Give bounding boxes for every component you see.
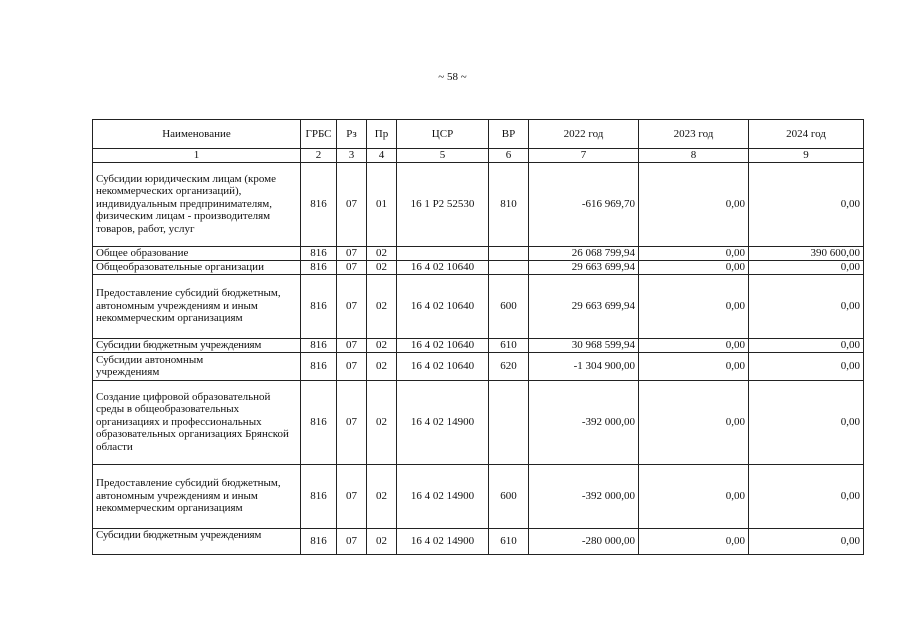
row-grbs: 816 bbox=[301, 260, 337, 274]
header-grbs: ГРБС bbox=[301, 120, 337, 149]
row-vr: 620 bbox=[489, 352, 529, 380]
page-number: ~ 58 ~ bbox=[438, 71, 467, 83]
table-row bbox=[93, 274, 864, 338]
row-2024: 0,00 bbox=[749, 352, 864, 380]
row-vr: 600 bbox=[489, 274, 529, 338]
row-2023: 0,00 bbox=[639, 464, 749, 528]
row-grbs: 816 bbox=[301, 352, 337, 380]
row-pr: 02 bbox=[367, 338, 397, 352]
header-rz: Рз bbox=[337, 120, 367, 149]
row-2022: 30 968 599,94 bbox=[529, 338, 639, 352]
col-number: 3 bbox=[337, 149, 367, 163]
row-grbs: 816 bbox=[301, 380, 337, 464]
table-row bbox=[93, 380, 864, 464]
row-name: Субсидии бюджетным учреждениям bbox=[93, 338, 301, 352]
row-csr: 16 1 P2 52530 bbox=[397, 162, 489, 246]
header-csr: ЦСР bbox=[397, 120, 489, 149]
table-row bbox=[93, 260, 864, 274]
row-2024: 0,00 bbox=[749, 162, 864, 246]
header-2022: 2022 год bbox=[529, 120, 639, 149]
row-name: Общее образование bbox=[93, 246, 301, 260]
row-grbs: 816 bbox=[301, 464, 337, 528]
row-name: Общеобразовательные организации bbox=[93, 260, 301, 274]
row-2022: -392 000,00 bbox=[529, 464, 639, 528]
row-csr bbox=[397, 246, 489, 260]
row-2023: 0,00 bbox=[639, 260, 749, 274]
col-number: 7 bbox=[529, 149, 639, 163]
row-name: Субсидии юридическим лицам (кроме некоммерческих организаций), индивидуальным предпринимателям, физическим лицам - производителям товаров, работ, услуг bbox=[93, 162, 301, 246]
row-2023: 0,00 bbox=[639, 352, 749, 380]
row-vr: 610 bbox=[489, 528, 529, 554]
row-vr bbox=[489, 246, 529, 260]
row-csr: 16 4 02 10640 bbox=[397, 260, 489, 274]
table-row bbox=[93, 352, 864, 380]
row-pr: 01 bbox=[367, 162, 397, 246]
row-vr: 600 bbox=[489, 464, 529, 528]
row-pr: 02 bbox=[367, 274, 397, 338]
row-2024: 0,00 bbox=[749, 260, 864, 274]
budget-table bbox=[92, 119, 864, 555]
header-name: Наименование bbox=[93, 120, 301, 149]
col-number: 2 bbox=[301, 149, 337, 163]
header-pr: Пр bbox=[367, 120, 397, 149]
row-name: Создание цифровой образовательной среды в общеобразовательных организациях и профессиональных образовательных организациях Брянской области bbox=[93, 380, 301, 464]
row-2024: 0,00 bbox=[749, 464, 864, 528]
row-2024: 0,00 bbox=[749, 338, 864, 352]
header-2024: 2024 год bbox=[749, 120, 864, 149]
row-rz: 07 bbox=[337, 528, 367, 554]
row-2022: -1 304 900,00 bbox=[529, 352, 639, 380]
row-csr: 16 4 02 10640 bbox=[397, 352, 489, 380]
table-row bbox=[93, 464, 864, 528]
row-name: Субсидии бюджетным учреждениям bbox=[93, 528, 301, 554]
row-rz: 07 bbox=[337, 380, 367, 464]
row-2024: 0,00 bbox=[749, 380, 864, 464]
row-2022: 29 663 699,94 bbox=[529, 274, 639, 338]
row-grbs: 816 bbox=[301, 274, 337, 338]
row-csr: 16 4 02 10640 bbox=[397, 338, 489, 352]
row-rz: 07 bbox=[337, 464, 367, 528]
row-csr: 16 4 02 14900 bbox=[397, 380, 489, 464]
row-2023: 0,00 bbox=[639, 338, 749, 352]
column-number-row bbox=[93, 149, 864, 163]
row-rz: 07 bbox=[337, 246, 367, 260]
col-number: 6 bbox=[489, 149, 529, 163]
row-2023: 0,00 bbox=[639, 274, 749, 338]
col-number: 5 bbox=[397, 149, 489, 163]
row-vr bbox=[489, 380, 529, 464]
row-grbs: 816 bbox=[301, 246, 337, 260]
table-row bbox=[93, 162, 864, 246]
row-name bbox=[93, 352, 301, 380]
table-row bbox=[93, 528, 864, 554]
table-row bbox=[93, 338, 864, 352]
row-name: Предоставление субсидий бюджетным, автономным учреждениям и иным некоммерческим организациям bbox=[93, 464, 301, 528]
row-csr: 16 4 02 14900 bbox=[397, 528, 489, 554]
row-pr: 02 bbox=[367, 246, 397, 260]
col-number: 8 bbox=[639, 149, 749, 163]
row-pr: 02 bbox=[367, 528, 397, 554]
header-2023: 2023 год bbox=[639, 120, 749, 149]
row-grbs: 816 bbox=[301, 528, 337, 554]
row-name-text: Субсидии автономным учреждениям bbox=[96, 353, 204, 378]
row-pr: 02 bbox=[367, 260, 397, 274]
row-rz: 07 bbox=[337, 260, 367, 274]
row-csr: 16 4 02 10640 bbox=[397, 274, 489, 338]
row-2022: 26 068 799,94 bbox=[529, 246, 639, 260]
row-grbs: 816 bbox=[301, 338, 337, 352]
row-csr: 16 4 02 14900 bbox=[397, 464, 489, 528]
row-2023: 0,00 bbox=[639, 162, 749, 246]
row-rz: 07 bbox=[337, 352, 367, 380]
row-pr: 02 bbox=[367, 380, 397, 464]
col-number: 9 bbox=[749, 149, 864, 163]
row-2024: 0,00 bbox=[749, 528, 864, 554]
row-2022: 29 663 699,94 bbox=[529, 260, 639, 274]
row-pr: 02 bbox=[367, 464, 397, 528]
row-2023: 0,00 bbox=[639, 528, 749, 554]
row-2023: 0,00 bbox=[639, 380, 749, 464]
header-vr: ВР bbox=[489, 120, 529, 149]
row-2022: -616 969,70 bbox=[529, 162, 639, 246]
row-rz: 07 bbox=[337, 274, 367, 338]
table-row bbox=[93, 246, 864, 260]
row-grbs: 816 bbox=[301, 162, 337, 246]
row-2024: 0,00 bbox=[749, 274, 864, 338]
row-vr: 610 bbox=[489, 338, 529, 352]
row-2022: -392 000,00 bbox=[529, 380, 639, 464]
row-2023: 0,00 bbox=[639, 246, 749, 260]
header-row bbox=[93, 120, 864, 149]
row-2024: 390 600,00 bbox=[749, 246, 864, 260]
row-vr bbox=[489, 260, 529, 274]
row-vr: 810 bbox=[489, 162, 529, 246]
row-pr: 02 bbox=[367, 352, 397, 380]
col-number: 1 bbox=[93, 149, 301, 163]
col-number: 4 bbox=[367, 149, 397, 163]
row-rz: 07 bbox=[337, 338, 367, 352]
row-rz: 07 bbox=[337, 162, 367, 246]
row-2022: -280 000,00 bbox=[529, 528, 639, 554]
row-name: Предоставление субсидий бюджетным, автономным учреждениям и иным некоммерческим организациям bbox=[93, 274, 301, 338]
